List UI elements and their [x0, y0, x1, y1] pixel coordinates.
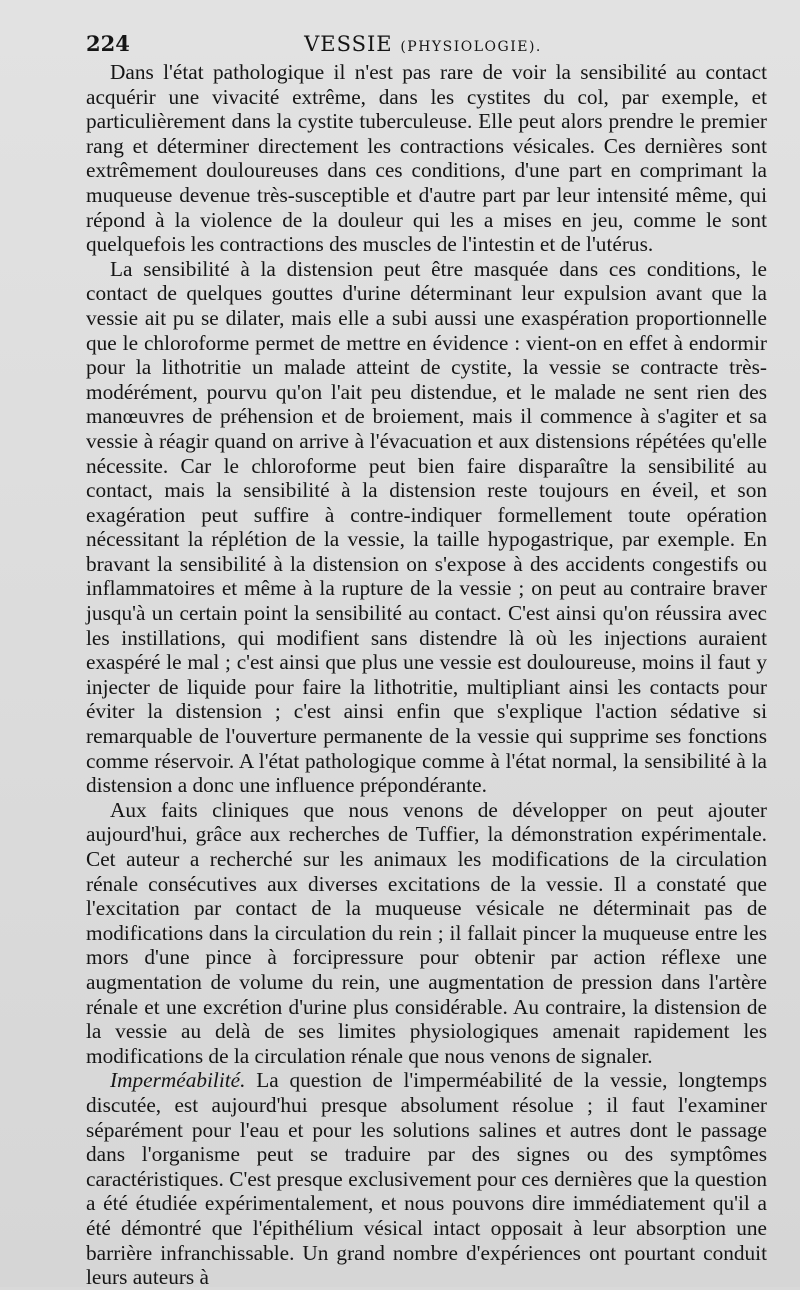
paragraph-text: Aux faits cliniques que nous venons de développer on peut ajouter aujourd'hui, grâce aux recherches de Tuffier, la démonstration expérimentale. Cet auteur a recherché sur les animaux les modifications de la circulation rénale consécutives aux diverses excitations de la vessie. Il a constaté que l'excitation par contact de la muqueuse vésicale ne déterminait pas de modifications dans la circulation du rein ; il fallait pincer la muqueuse entre les mors d'une pince à forcipressure pour obtenir par action réflexe une augmentation de volume du rein, une augmentation de pression dans l'artère rénale et une excrétion d'urine plus considérable. Au contraire, la distension de la vessie au delà de ses limites physiologiques amenait rapidement les modifications de la circulation rénale que nous venons de signaler. [86, 797, 767, 1068]
paragraph [86, 60, 767, 257]
paragraph-text: Dans l'état pathologique il n'est pas rare de voir la sensibilité au contact acquérir une vivacité extrême, dans les cystites du col, par exemple, et particulièrement dans la cystite tuberculeuse. Elle peut alors prendre le premier rang et déterminer directement les contractions vésicales. Ces dernières sont extrêmement douloureuses dans ces conditions, d'une part en comprimant la muqueuse devenue très-susceptible et d'autre part par leur intensité même, qui répond à la violence de la douleur qui les a mises en jeu, comme le sont quelquefois les contractions des muscles de l'intestin et de l'utérus. [86, 60, 767, 257]
paragraph-text: La sensibilité à la distension peut être masquée dans ces conditions, le contact de quelques gouttes d'urine déterminant leur expulsion avant que la vessie ait pu se dilater, mais elle a subi aussi une exaspération proportionnelle que le chloroforme permet de mettre en évidence : vient-on en effet à endormir pour la lithotritie un malade atteint de cystite, la vessie se contracte très-modérément, pourvu qu'on l'ait peu distendue, et le malade ne sent rien des manœuvres de préhension et de broiement, mais il commence à s'agiter et sa vessie à réagir quand on arrive à l'évacuation et aux distensions répétées qu'elle nécessite. Car le chloroforme peut bien faire disparaître la sensibilité au contact, mais la sensibilité à la distension reste toujours en éveil, et son exagération peut suffire à contre-indiquer formellement toute opération nécessitant la réplétion de la vessie, la taille hypogastrique, par exemple. En bravant la sensibilité à la distension on s'expose à des accidents congestifs ou inflammatoires et même à la rupture de la vessie ; on peut au contraire braver jusqu'à un certain point la sensibilité au contact. C'est ainsi qu'on réussira avec les instillations, qui modifient sans distendre là où les injections auraient exaspéré le mal ; c'est ainsi que plus une vessie est douloureuse, moins il faut y injecter de liquide pour faire la lithotritie, multipliant ainsi les contacts pour éviter la distension ; c'est ainsi enfin que s'explique l'action sédative si remarquable de l'ouverture permanente de la vessie qui supprime ses fonctions comme réservoir. A l'état pathologique comme à l'état normal, la sensibilité à la distension a donc une influence prépondérante. [86, 256, 767, 798]
paragraph [86, 257, 767, 798]
running-title [86, 28, 760, 63]
page-number: 224 [86, 31, 130, 56]
running-title-main: VESSIE [304, 32, 393, 56]
paragraph [86, 798, 767, 1069]
running-title-subtitle: (PHYSIOLOGIE). [400, 39, 542, 55]
body-text [86, 60, 767, 1290]
paragraph-text: La question de l'imperméabilité de la vessie, longtemps discutée, est aujourd'hui presque absolument résolue ; il faut l'examiner séparément pour l'eau et pour les solutions salines et autres dont le passage dans l'organisme peut se traduire par des signes ou des symptômes caractéristiques. C'est presque exclusivement pour ces dernières que la question a été étudiée expérimentalement, et nous pouvons dire immédiatement qu'il a été démontré que l'épithélium vésical intact opposait à leur absorption une barrière infranchissable. Un grand nombre d'expériences ont pourtant conduit leurs auteurs à [86, 1068, 767, 1290]
running-header [86, 28, 760, 60]
paragraph [86, 1068, 767, 1289]
section-heading-italic: Imperméabilité. [110, 1068, 246, 1093]
